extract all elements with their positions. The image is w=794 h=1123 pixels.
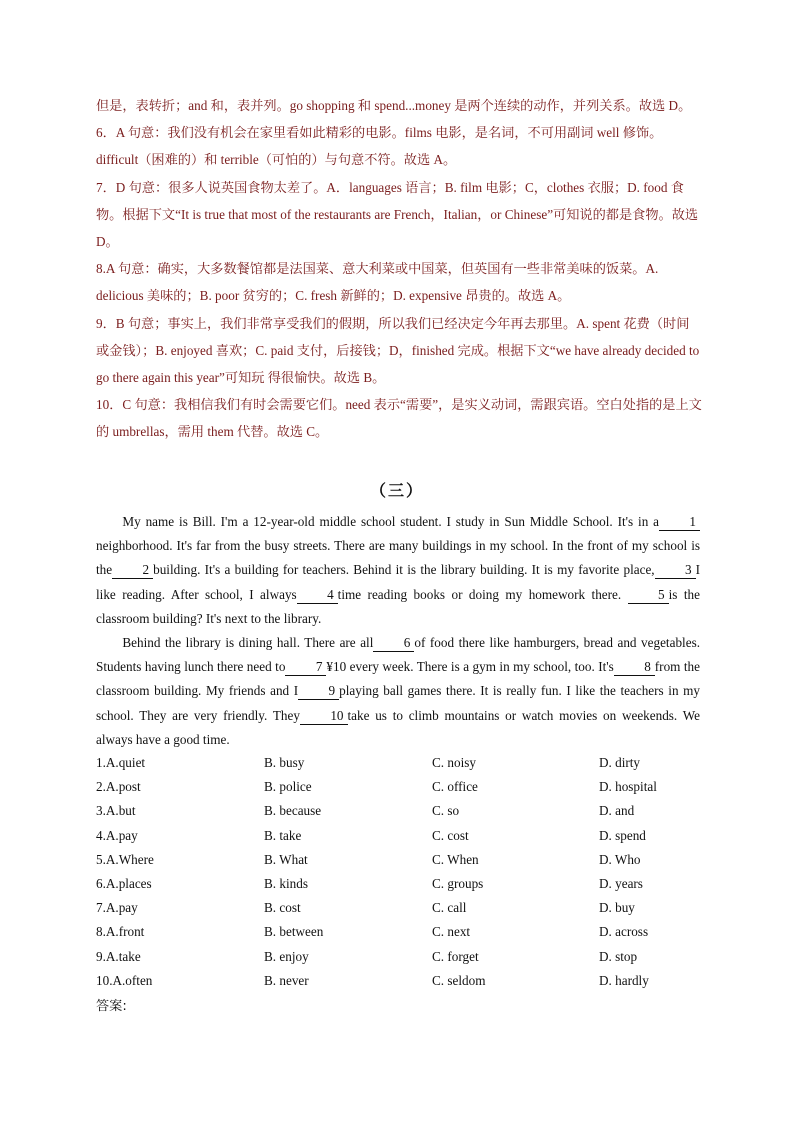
option-d: D. stop <box>599 948 638 964</box>
option-a: 7.A.pay <box>96 900 138 916</box>
option-c: C. next <box>432 924 471 940</box>
blank-4: 4 <box>297 587 338 604</box>
option-d: D. and <box>599 803 635 819</box>
passage-text: take us to climb mountains or watch movies on weekends. We always have a good time. <box>96 707 700 747</box>
blank-9: 9 <box>298 683 339 700</box>
option-d: D. spend <box>599 827 646 843</box>
option-b: B. kinds <box>264 875 308 891</box>
option-b: B. busy <box>264 755 305 770</box>
option-row-7 <box>96 896 716 920</box>
option-row-2 <box>96 775 716 799</box>
option-row-9 <box>96 945 716 969</box>
explanation-item: 8.A 句意：确实，大多数餐馆都是法国菜、意大利菜或中国菜，但英国有一些非常美味的饭菜。A. delicious 美味的；B. poor 贫穷的；C. fresh 新鲜的；D. expensive 昂贵的。故选 A。 <box>96 261 659 304</box>
option-c: C. forget <box>432 948 479 964</box>
passage-text: Behind the library is dining hall. There are all <box>122 635 374 651</box>
option-d: D. hardly <box>599 972 649 988</box>
option-row-6 <box>96 872 716 896</box>
explanation-item: 7．D 句意：很多人说英国食物太差了。A．languages 语言；B. film 电影；C，clothes 衣服；D. food 食物。根据下文“It is true that most of the restaurants are French，Italian，or Chinese”可知说的都是食物。故选 D。 <box>96 179 699 250</box>
passage-paragraph-2 <box>96 631 700 752</box>
option-b: B. enjoy <box>264 948 309 964</box>
passage-text: of food there like hamburgers, bread and vegetables. Students having lunch there need to <box>96 635 700 675</box>
passage-text: from the classroom building. My friends and I <box>96 659 700 699</box>
option-a: 5.A.Where <box>96 851 154 867</box>
option-b: B. police <box>264 779 312 795</box>
option-b: B. take <box>264 827 302 843</box>
option-d: D. dirty <box>599 755 641 770</box>
answer-explanations <box>96 92 702 446</box>
option-d: D. buy <box>599 900 635 916</box>
explanation-item: 6．A 句意：我们没有机会在家里看如此精彩的电影。films 电影，是名词，不可用副词 well 修饰。difficult（困难的）和 terrible（可怕的）与句意不符。故选 A。 <box>96 125 663 168</box>
passage-text: My name is Bill. I'm a 12-year-old middle school student. I study in Sun Middle School. It's in a <box>122 514 660 529</box>
option-c: C. seldom <box>432 972 486 988</box>
blank-5: 5 <box>628 587 669 604</box>
option-b: B. because <box>264 803 322 819</box>
option-a: 2.A.post <box>96 779 141 795</box>
option-c: C. When <box>432 851 479 867</box>
option-d: D. Who <box>599 851 641 867</box>
section-title: （三） <box>369 481 424 500</box>
passage-text: time reading books or doing my homework there. <box>337 586 628 602</box>
option-d: D. years <box>599 875 643 891</box>
option-c: C. call <box>432 900 467 916</box>
option-b: B. between <box>264 924 324 940</box>
option-a: 3.A.but <box>96 803 136 819</box>
passage-text: ¥10 every week. There is a gym in my school, too. It's <box>326 659 614 675</box>
option-a: 10.A.often <box>96 972 153 988</box>
blank-1: 1 <box>659 514 700 531</box>
option-row-1 <box>96 751 716 775</box>
option-d: D. across <box>599 924 649 940</box>
option-b: B. cost <box>264 900 301 916</box>
passage-paragraph-1 <box>96 510 700 631</box>
option-row-10 <box>96 969 716 993</box>
option-a: 6.A.places <box>96 875 152 891</box>
passage-text: neighborhood. It's far from the busy streets. There are many buildings in my school. In the front of my school is the <box>96 538 700 578</box>
passage-text: is the classroom building? It's next to the library. <box>96 586 700 626</box>
passage-text: I like reading. After school, I always <box>96 562 700 602</box>
explanation-item: 但是，表转折；and 和，表并列。go shopping 和 spend...money 是两个连续的动作，并列关系。故选 D。 <box>96 98 692 113</box>
passage-text: building. It's a building for teachers. Behind it is the library building. It is my favorite place, <box>153 562 655 578</box>
option-row-4 <box>96 824 716 848</box>
blank-2: 2 <box>112 562 153 579</box>
cloze-passage <box>96 510 700 752</box>
option-a: 8.A.front <box>96 924 145 940</box>
option-c: C. office <box>432 779 478 795</box>
blank-10: 10 <box>300 708 348 725</box>
option-c: C. groups <box>432 875 484 891</box>
option-row-8 <box>96 920 716 944</box>
option-row-3 <box>96 799 716 823</box>
blank-6: 6 <box>373 635 414 652</box>
explanation-item: 10．C 句意：我相信我们有时会需要它们。need 表示“需要”，是实义动词，需跟宾语。空白处指的是上文的 umbrellas，需用 them 代替。故选 C。 <box>96 397 702 440</box>
answer-label: 答案: <box>96 999 127 1014</box>
option-a: 4.A.pay <box>96 827 138 843</box>
blank-7: 7 <box>285 659 326 676</box>
option-c: C. so <box>432 803 460 819</box>
blank-3: 3 <box>655 562 696 579</box>
options-table <box>96 751 716 993</box>
explanation-item: 9．B 句意；事实上，我们非常享受我们的假期，所以我们已经决定今年再去那里。A. spent 花费（时间或金钱）；B. enjoyed 喜欢；C. paid 支付，后接钱；D，finished 完成。根据下文“we have already decided to go there again this year”可知玩 得很愉快。故选 B。 <box>96 315 700 386</box>
option-c: C. cost <box>432 827 469 843</box>
option-row-5 <box>96 848 716 872</box>
option-b: B. never <box>264 972 309 988</box>
blank-8: 8 <box>614 659 655 676</box>
option-d: D. hospital <box>599 779 657 795</box>
option-a: 1.A.quiet <box>96 755 146 770</box>
option-a: 9.A.take <box>96 948 141 964</box>
passage-text: playing ball games there. It is really fun. I like the teachers in my school. They are very friendly. They <box>96 683 700 723</box>
option-c: C. noisy <box>432 755 476 770</box>
option-b: B. What <box>264 851 308 867</box>
